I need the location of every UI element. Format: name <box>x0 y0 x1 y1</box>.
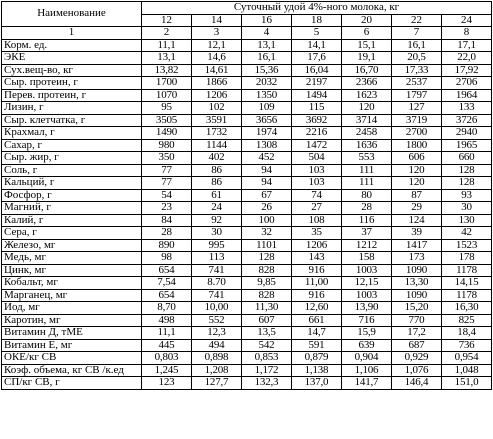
value-cell: 95 <box>142 102 192 115</box>
value-cell: 1700 <box>142 77 192 90</box>
table-row <box>2 364 492 377</box>
value-cell: 1523 <box>442 239 492 252</box>
row-label: ЭКЕ <box>2 52 142 65</box>
value-cell: 39 <box>392 227 442 240</box>
value-cell: 77 <box>142 177 192 190</box>
value-cell: 553 <box>342 152 392 165</box>
value-cell: 28 <box>142 227 192 240</box>
value-cell: 1472 <box>292 139 342 152</box>
table-row <box>2 152 492 165</box>
value-cell: 1974 <box>242 127 292 140</box>
value-cell: 127 <box>392 102 442 115</box>
table-row <box>2 52 492 65</box>
value-cell: 0,853 <box>242 352 292 365</box>
value-cell: 687 <box>392 339 442 352</box>
value-cell: 32 <box>242 227 292 240</box>
value-cell: 828 <box>242 264 292 277</box>
column-index: 3 <box>192 27 242 40</box>
value-cell: 1178 <box>442 264 492 277</box>
value-cell: 141,7 <box>342 377 392 390</box>
value-cell: 16,1 <box>242 52 292 65</box>
value-cell: 143 <box>292 252 342 265</box>
value-cell: 130 <box>442 214 492 227</box>
value-cell: 11,30 <box>242 302 292 315</box>
table-row <box>2 64 492 77</box>
value-cell: 660 <box>442 152 492 165</box>
value-cell: 12,1 <box>192 39 242 52</box>
value-cell: 108 <box>292 214 342 227</box>
value-cell: 17,33 <box>392 64 442 77</box>
value-cell: 23 <box>142 202 192 215</box>
value-cell: 1090 <box>392 289 442 302</box>
value-cell: 8,70 <box>142 302 192 315</box>
value-cell: 1965 <box>442 139 492 152</box>
row-label: СП/кг СВ, г <box>2 377 142 390</box>
value-cell: 1964 <box>442 89 492 102</box>
value-cell: 654 <box>142 264 192 277</box>
value-cell: 1308 <box>242 139 292 152</box>
row-label: Крахмал, г <box>2 127 142 140</box>
value-cell: 14,1 <box>292 39 342 52</box>
value-cell: 1003 <box>342 264 392 277</box>
value-cell: 12,15 <box>342 277 392 290</box>
value-cell: 127,7 <box>192 377 242 390</box>
table-row <box>2 102 492 115</box>
value-cell: 13,90 <box>342 302 392 315</box>
value-cell: 27 <box>292 202 342 215</box>
value-cell: 111 <box>342 177 392 190</box>
value-cell: 2706 <box>442 77 492 90</box>
value-cell: 15,9 <box>342 327 392 340</box>
value-cell: 128 <box>442 177 492 190</box>
value-cell: 741 <box>192 289 242 302</box>
value-cell: 825 <box>442 314 492 327</box>
table-row <box>2 314 492 327</box>
value-cell: 111 <box>342 164 392 177</box>
value-cell: 26 <box>242 202 292 215</box>
column-index: 7 <box>392 27 442 40</box>
value-cell: 1144 <box>192 139 242 152</box>
value-cell: 1212 <box>342 239 392 252</box>
table-header <box>2 2 492 40</box>
value-cell: 16,70 <box>342 64 392 77</box>
table-row <box>2 114 492 127</box>
value-cell: 0,879 <box>292 352 342 365</box>
column-index: 5 <box>292 27 342 40</box>
row-label: Коэф. объема, кг СВ /к.ед <box>2 364 142 377</box>
yield-header: 14 <box>192 14 242 27</box>
row-label: Витамин Е, мг <box>2 339 142 352</box>
value-cell: 17,1 <box>442 39 492 52</box>
table-body <box>2 39 492 389</box>
value-cell: 13,30 <box>392 277 442 290</box>
table-row <box>2 89 492 102</box>
column-index: 6 <box>342 27 392 40</box>
table-row <box>2 277 492 290</box>
value-cell: 591 <box>292 339 342 352</box>
value-cell: 1,106 <box>342 364 392 377</box>
value-cell: 716 <box>342 314 392 327</box>
value-cell: 1101 <box>242 239 292 252</box>
value-cell: 3591 <box>192 114 242 127</box>
value-cell: 916 <box>292 289 342 302</box>
value-cell: 2700 <box>392 127 442 140</box>
value-cell: 61 <box>192 189 242 202</box>
value-cell: 1,138 <box>292 364 342 377</box>
table-row <box>2 252 492 265</box>
row-label: Кальций, г <box>2 177 142 190</box>
value-cell: 1090 <box>392 264 442 277</box>
value-cell: 2940 <box>442 127 492 140</box>
value-cell: 14,7 <box>292 327 342 340</box>
value-cell: 124 <box>392 214 442 227</box>
value-cell: 12,60 <box>292 302 342 315</box>
yield-header: 18 <box>292 14 342 27</box>
column-index: 1 <box>2 27 142 40</box>
value-cell: 916 <box>292 264 342 277</box>
value-cell: 80 <box>342 189 392 202</box>
table-row <box>2 227 492 240</box>
table-row <box>2 202 492 215</box>
value-cell: 14,61 <box>192 64 242 77</box>
value-cell: 606 <box>392 152 442 165</box>
value-cell: 0,898 <box>192 352 242 365</box>
feeding-norms-table <box>1 1 492 390</box>
value-cell: 1206 <box>192 89 242 102</box>
row-label: Корм. ед. <box>2 39 142 52</box>
value-cell: 84 <box>142 214 192 227</box>
value-cell: 2366 <box>342 77 392 90</box>
value-cell: 37 <box>342 227 392 240</box>
value-cell: 1797 <box>392 89 442 102</box>
value-cell: 498 <box>142 314 192 327</box>
column-index: 4 <box>242 27 292 40</box>
value-cell: 86 <box>192 164 242 177</box>
value-cell: 158 <box>342 252 392 265</box>
value-cell: 3692 <box>292 114 342 127</box>
value-cell: 24 <box>192 202 242 215</box>
value-cell: 995 <box>192 239 242 252</box>
value-cell: 128 <box>442 164 492 177</box>
value-cell: 100 <box>242 214 292 227</box>
value-cell: 13,5 <box>242 327 292 340</box>
value-cell: 22,0 <box>442 52 492 65</box>
value-cell: 607 <box>242 314 292 327</box>
row-label: Соль, г <box>2 164 142 177</box>
row-label: Фосфор, г <box>2 189 142 202</box>
value-cell: 93 <box>442 189 492 202</box>
value-cell: 2537 <box>392 77 442 90</box>
yield-header: 20 <box>342 14 392 27</box>
row-label: Железо, мг <box>2 239 142 252</box>
value-cell: 402 <box>192 152 242 165</box>
value-cell: 2458 <box>342 127 392 140</box>
row-label: Сыр. клетчатка, г <box>2 114 142 127</box>
value-cell: 30 <box>192 227 242 240</box>
value-cell: 2216 <box>292 127 342 140</box>
value-cell: 1,048 <box>442 364 492 377</box>
table-row <box>2 139 492 152</box>
row-label: Сух.вещ-во, кг <box>2 64 142 77</box>
value-cell: 102 <box>192 102 242 115</box>
row-label: ОКЕ/кг СВ <box>2 352 142 365</box>
table-row <box>2 377 492 390</box>
value-cell: 16,1 <box>392 39 442 52</box>
value-cell: 980 <box>142 139 192 152</box>
value-cell: 13,1 <box>142 52 192 65</box>
value-cell: 1,245 <box>142 364 192 377</box>
value-cell: 20,5 <box>392 52 442 65</box>
row-label: Сера, г <box>2 227 142 240</box>
value-cell: 120 <box>392 164 442 177</box>
row-label: Каротин, мг <box>2 314 142 327</box>
row-label: Магний, г <box>2 202 142 215</box>
value-cell: 28 <box>342 202 392 215</box>
value-cell: 11,1 <box>142 39 192 52</box>
value-cell: 15,1 <box>342 39 392 52</box>
value-cell: 3726 <box>442 114 492 127</box>
value-cell: 103 <box>292 177 342 190</box>
value-cell: 18,4 <box>442 327 492 340</box>
value-cell: 92 <box>192 214 242 227</box>
row-label: Лизин, г <box>2 102 142 115</box>
column-index: 2 <box>142 27 192 40</box>
table-row <box>2 214 492 227</box>
value-cell: 173 <box>392 252 442 265</box>
value-cell: 94 <box>242 177 292 190</box>
value-cell: 1866 <box>192 77 242 90</box>
value-cell: 12,3 <box>192 327 242 340</box>
value-cell: 7,54 <box>142 277 192 290</box>
value-cell: 1206 <box>292 239 342 252</box>
value-cell: 736 <box>442 339 492 352</box>
value-cell: 13,1 <box>242 39 292 52</box>
value-cell: 15,36 <box>242 64 292 77</box>
value-cell: 19,1 <box>342 52 392 65</box>
value-cell: 1494 <box>292 89 342 102</box>
value-cell: 445 <box>142 339 192 352</box>
row-label: Витамин Д, тМЕ <box>2 327 142 340</box>
value-cell: 15,20 <box>392 302 442 315</box>
value-cell: 741 <box>192 264 242 277</box>
value-cell: 115 <box>292 102 342 115</box>
row-label: Кобальт, мг <box>2 277 142 290</box>
value-cell: 770 <box>392 314 442 327</box>
table-row <box>2 127 492 140</box>
row-label: Сахар, г <box>2 139 142 152</box>
table-row <box>2 339 492 352</box>
value-cell: 35 <box>292 227 342 240</box>
row-label: Иод, мг <box>2 302 142 315</box>
value-cell: 552 <box>192 314 242 327</box>
value-cell: 1003 <box>342 289 392 302</box>
value-cell: 77 <box>142 164 192 177</box>
value-cell: 0,904 <box>342 352 392 365</box>
yield-header: 22 <box>392 14 442 27</box>
value-cell: 1350 <box>242 89 292 102</box>
value-cell: 1623 <box>342 89 392 102</box>
value-cell: 654 <box>142 289 192 302</box>
table-row <box>2 39 492 52</box>
value-cell: 109 <box>242 102 292 115</box>
value-cell: 3505 <box>142 114 192 127</box>
row-label: Медь, мг <box>2 252 142 265</box>
value-cell: 16,30 <box>442 302 492 315</box>
row-label: Сыр. жир, г <box>2 152 142 165</box>
value-cell: 103 <box>292 164 342 177</box>
value-cell: 30 <box>442 202 492 215</box>
value-cell: 11,1 <box>142 327 192 340</box>
value-cell: 14,15 <box>442 277 492 290</box>
value-cell: 2032 <box>242 77 292 90</box>
value-cell: 13,82 <box>142 64 192 77</box>
column-index: 8 <box>442 27 492 40</box>
value-cell: 120 <box>392 177 442 190</box>
value-cell: 94 <box>242 164 292 177</box>
row-label: Марганец, мг <box>2 289 142 302</box>
value-cell: 86 <box>192 177 242 190</box>
value-cell: 123 <box>142 377 192 390</box>
row-label: Сыр. протеин, г <box>2 77 142 90</box>
value-cell: 1490 <box>142 127 192 140</box>
value-cell: 178 <box>442 252 492 265</box>
table-row <box>2 77 492 90</box>
value-cell: 11,00 <box>292 277 342 290</box>
column-index-row <box>2 27 492 40</box>
value-cell: 1800 <box>392 139 442 152</box>
value-cell: 661 <box>292 314 342 327</box>
column-group-header-daily-yield: Суточный удой 4%-ного молока, кг <box>142 2 492 15</box>
value-cell: 452 <box>242 152 292 165</box>
value-cell: 151,0 <box>442 377 492 390</box>
value-cell: 14,6 <box>192 52 242 65</box>
value-cell: 494 <box>192 339 242 352</box>
value-cell: 128 <box>242 252 292 265</box>
value-cell: 0,954 <box>442 352 492 365</box>
value-cell: 1636 <box>342 139 392 152</box>
value-cell: 2197 <box>292 77 342 90</box>
table-row <box>2 164 492 177</box>
value-cell: 3656 <box>242 114 292 127</box>
value-cell: 29 <box>392 202 442 215</box>
value-cell: 890 <box>142 239 192 252</box>
value-cell: 42 <box>442 227 492 240</box>
value-cell: 0,803 <box>142 352 192 365</box>
value-cell: 98 <box>142 252 192 265</box>
row-label: Калий, г <box>2 214 142 227</box>
value-cell: 146,4 <box>392 377 442 390</box>
value-cell: 17,6 <box>292 52 342 65</box>
value-cell: 1070 <box>142 89 192 102</box>
yield-header: 12 <box>142 14 192 27</box>
value-cell: 3714 <box>342 114 392 127</box>
value-cell: 350 <box>142 152 192 165</box>
value-cell: 0,929 <box>392 352 442 365</box>
value-cell: 8.70 <box>192 277 242 290</box>
table-row <box>2 189 492 202</box>
yield-header: 16 <box>242 14 292 27</box>
table-row <box>2 239 492 252</box>
value-cell: 54 <box>142 189 192 202</box>
value-cell: 133 <box>442 102 492 115</box>
value-cell: 542 <box>242 339 292 352</box>
header-row-group <box>2 2 492 15</box>
column-header-name: Наименование <box>2 2 142 27</box>
value-cell: 132,3 <box>242 377 292 390</box>
value-cell: 16,04 <box>292 64 342 77</box>
value-cell: 67 <box>242 189 292 202</box>
value-cell: 113 <box>192 252 242 265</box>
value-cell: 17,2 <box>392 327 442 340</box>
table-row <box>2 352 492 365</box>
value-cell: 1,076 <box>392 364 442 377</box>
value-cell: 137,0 <box>292 377 342 390</box>
value-cell: 9,85 <box>242 277 292 290</box>
value-cell: 10,00 <box>192 302 242 315</box>
row-label: Перев. протеин, г <box>2 89 142 102</box>
table-row <box>2 327 492 340</box>
row-label: Цинк, мг <box>2 264 142 277</box>
value-cell: 120 <box>342 102 392 115</box>
table-row <box>2 264 492 277</box>
value-cell: 74 <box>292 189 342 202</box>
value-cell: 828 <box>242 289 292 302</box>
value-cell: 116 <box>342 214 392 227</box>
value-cell: 17,92 <box>442 64 492 77</box>
value-cell: 3719 <box>392 114 442 127</box>
table-row <box>2 289 492 302</box>
yield-header: 24 <box>442 14 492 27</box>
table-row <box>2 177 492 190</box>
value-cell: 504 <box>292 152 342 165</box>
value-cell: 1417 <box>392 239 442 252</box>
value-cell: 639 <box>342 339 392 352</box>
value-cell: 87 <box>392 189 442 202</box>
value-cell: 1178 <box>442 289 492 302</box>
value-cell: 1,172 <box>242 364 292 377</box>
table-row <box>2 302 492 315</box>
value-cell: 1732 <box>192 127 242 140</box>
value-cell: 1,208 <box>192 364 242 377</box>
